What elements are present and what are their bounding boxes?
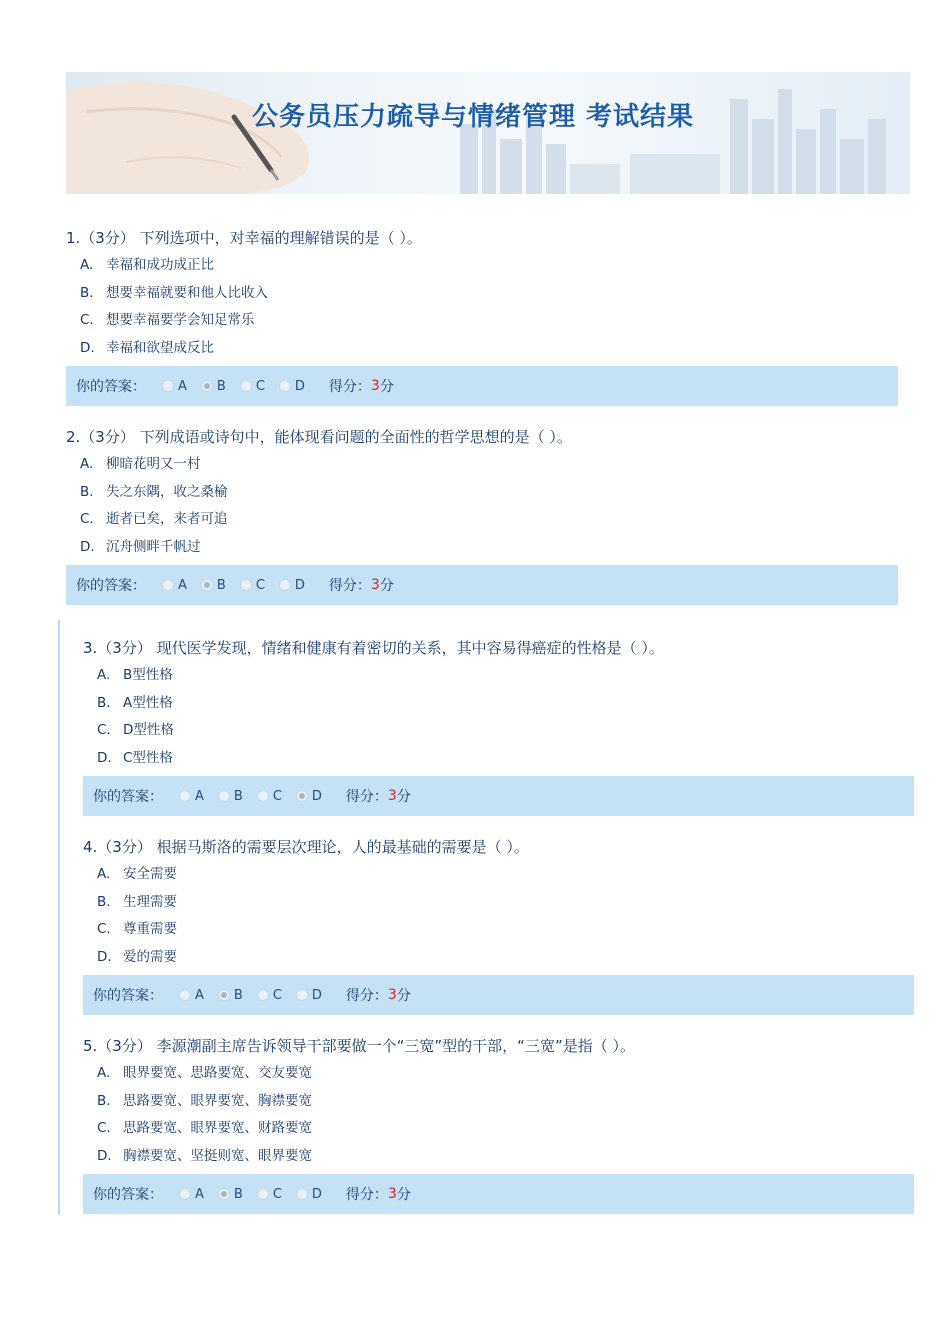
option-letter: B. <box>97 1092 111 1109</box>
radio-unchecked-icon[interactable] <box>296 1188 308 1200</box>
option-letter: C. <box>97 1120 111 1136</box>
score-label: 得分： <box>328 578 371 594</box>
question-title: 2.（3分） 下列成语或诗句中，能体现看问题的全面性的哲学思想的是（ ）。 <box>66 428 572 446</box>
option-letter: D. <box>80 538 95 555</box>
answer-radio-c[interactable] <box>257 789 282 804</box>
radio-label: D <box>311 788 322 804</box>
radio-unchecked-icon[interactable] <box>240 579 252 591</box>
option-text: 思路要宽、眼界要宽、财路要宽 <box>123 1120 312 1136</box>
answer-label: 你的答案： <box>93 789 163 805</box>
radio-unchecked-icon[interactable] <box>257 790 269 802</box>
radio-label: A <box>195 1186 204 1202</box>
radio-label: B <box>233 1186 243 1202</box>
radio-label: B <box>216 577 226 593</box>
answer-label: 你的答案： <box>93 988 163 1004</box>
answer-radio-b[interactable] <box>218 1187 243 1202</box>
radio-label: D <box>294 577 305 593</box>
option-text: 沉舟侧畔千帆过 <box>106 538 201 555</box>
option-item <box>83 690 914 718</box>
score-label: 得分： <box>345 988 388 1004</box>
score-value: 3 <box>387 788 397 804</box>
question-block <box>83 833 914 1015</box>
score-unit: 分 <box>396 789 411 805</box>
option-letter: B. <box>97 694 111 711</box>
answer-radio-d[interactable] <box>296 1187 322 1202</box>
answer-bar <box>83 776 914 816</box>
answer-label: 你的答案： <box>76 578 146 594</box>
answer-radio-b[interactable] <box>218 789 243 804</box>
radio-label: B <box>216 378 226 394</box>
option-item <box>83 916 914 944</box>
answer-radio-c[interactable] <box>240 578 265 593</box>
radio-label: A <box>178 378 187 394</box>
option-text: C型性格 <box>123 749 173 766</box>
radio-checked-icon[interactable] <box>218 1188 230 1200</box>
radio-label: B <box>233 788 243 804</box>
answer-radio-b[interactable] <box>201 379 226 394</box>
radio-label: C <box>272 788 282 804</box>
option-item <box>66 307 898 335</box>
option-item <box>83 944 914 972</box>
score-value: 3 <box>370 577 380 593</box>
answer-label: 你的答案： <box>76 379 146 395</box>
option-item <box>83 662 914 690</box>
radio-unchecked-icon[interactable] <box>162 579 174 591</box>
header-banner <box>66 72 910 194</box>
option-letter: B. <box>80 483 94 500</box>
answer-radio-c[interactable] <box>257 1187 282 1202</box>
option-text: 幸福和成功成正比 <box>106 257 214 273</box>
section-divider <box>58 620 60 1215</box>
question-block <box>83 1032 914 1214</box>
option-letter: D. <box>97 948 112 965</box>
radio-checked-icon[interactable] <box>201 579 213 591</box>
score-label: 得分： <box>345 789 388 805</box>
question-block <box>66 224 898 406</box>
option-text: 思路要宽、眼界要宽、胸襟要宽 <box>123 1092 312 1109</box>
score-unit: 分 <box>396 1187 411 1203</box>
question-title: 4.（3分） 根据马斯洛的需要层次理论，人的最基础的需要是（ ）。 <box>83 838 529 856</box>
option-item <box>83 1060 914 1088</box>
option-text: 尊重需要 <box>123 921 177 937</box>
option-item <box>83 1088 914 1116</box>
option-item <box>83 717 914 745</box>
option-letter: C. <box>97 722 111 738</box>
option-item <box>66 451 898 479</box>
question-block <box>83 634 914 816</box>
option-text: 爱的需要 <box>123 948 177 965</box>
answer-radio-d[interactable] <box>279 578 305 593</box>
answer-radio-b[interactable] <box>218 988 243 1003</box>
option-text: A型性格 <box>123 694 173 711</box>
radio-unchecked-icon[interactable] <box>279 380 291 392</box>
radio-unchecked-icon[interactable] <box>279 579 291 591</box>
question-block <box>66 423 898 605</box>
radio-label: D <box>311 987 322 1003</box>
answer-radio-a[interactable] <box>179 1187 204 1202</box>
score-value: 3 <box>370 378 380 394</box>
answer-radio-c[interactable] <box>240 379 265 394</box>
radio-label: A <box>195 788 204 804</box>
answer-bar <box>66 565 898 605</box>
option-item <box>66 335 898 363</box>
answer-radio-c[interactable] <box>257 988 282 1003</box>
radio-unchecked-icon[interactable] <box>179 790 191 802</box>
option-item <box>66 252 898 280</box>
option-letter: A. <box>80 456 94 472</box>
score-unit: 分 <box>379 578 394 594</box>
radio-checked-icon[interactable] <box>201 380 213 392</box>
score-value: 3 <box>387 1186 397 1202</box>
answer-bar <box>66 366 898 406</box>
answer-radio-b[interactable] <box>201 578 226 593</box>
radio-unchecked-icon[interactable] <box>162 380 174 392</box>
option-text: 想要幸福就要和他人比收入 <box>106 284 268 301</box>
question-title: 3.（3分） 现代医学发现，情绪和健康有着密切的关系，其中容易得癌症的性格是（ ）。 <box>83 639 664 657</box>
radio-checked-icon[interactable] <box>296 790 308 802</box>
page-title: 公务员压力疏导与情绪管理 考试结果 <box>252 102 695 132</box>
option-text: B型性格 <box>123 667 173 683</box>
answer-radio-a[interactable] <box>162 379 187 394</box>
answer-radio-d[interactable] <box>296 988 322 1003</box>
radio-unchecked-icon[interactable] <box>296 989 308 1001</box>
option-item <box>83 1143 914 1171</box>
radio-label: D <box>294 378 305 394</box>
radio-label: D <box>311 1186 322 1202</box>
radio-unchecked-icon[interactable] <box>257 1188 269 1200</box>
option-text: 安全需要 <box>123 866 177 882</box>
option-text: 眼界要宽、思路要宽、交友要宽 <box>123 1065 312 1081</box>
option-text: 胸襟要宽、坚挺则宽、眼界要宽 <box>123 1147 312 1164</box>
radio-unchecked-icon[interactable] <box>257 989 269 1001</box>
hand-writing-image <box>66 72 336 194</box>
radio-label: C <box>255 577 265 593</box>
option-text: 想要幸福要学会知足常乐 <box>106 312 255 328</box>
option-letter: A. <box>97 667 111 683</box>
radio-unchecked-icon[interactable] <box>240 380 252 392</box>
radio-unchecked-icon[interactable] <box>218 790 230 802</box>
option-text: 逝者已矣，来者可追 <box>106 511 228 527</box>
option-text: 生理需要 <box>123 893 177 910</box>
answer-bar <box>83 975 914 1015</box>
option-text: 柳暗花明又一村 <box>106 456 201 472</box>
option-item <box>66 506 898 534</box>
radio-label: A <box>178 577 187 593</box>
option-text: D型性格 <box>123 722 174 738</box>
option-item <box>66 479 898 507</box>
option-text: 幸福和欲望成反比 <box>106 339 214 356</box>
radio-checked-icon[interactable] <box>218 989 230 1001</box>
option-letter: D. <box>80 339 95 356</box>
question-title: 1.（3分） 下列选项中，对幸福的理解错误的是（ ）。 <box>66 229 422 247</box>
radio-label: C <box>272 987 282 1003</box>
answer-radio-d[interactable] <box>296 789 322 804</box>
option-item <box>83 889 914 917</box>
option-letter: A. <box>80 257 94 273</box>
radio-unchecked-icon[interactable] <box>179 1188 191 1200</box>
option-letter: C. <box>80 312 94 328</box>
option-item <box>66 534 898 562</box>
answer-radio-a[interactable] <box>162 578 187 593</box>
radio-unchecked-icon[interactable] <box>179 989 191 1001</box>
option-letter: A. <box>97 866 111 882</box>
score-unit: 分 <box>396 988 411 1004</box>
score-unit: 分 <box>379 379 394 395</box>
answer-radio-a[interactable] <box>179 988 204 1003</box>
option-letter: C. <box>80 511 94 527</box>
option-letter: D. <box>97 749 112 766</box>
option-letter: D. <box>97 1147 112 1164</box>
answer-radio-d[interactable] <box>279 379 305 394</box>
score-label: 得分： <box>328 379 371 395</box>
option-letter: A. <box>97 1065 111 1081</box>
question-title: 5.（3分） 李源潮副主席告诉领导干部要做一个“三宽”型的干部，“三宽”是指（ ）。 <box>83 1037 635 1055</box>
option-item <box>83 1115 914 1143</box>
radio-label: C <box>255 378 265 394</box>
option-item <box>83 861 914 889</box>
option-letter: C. <box>97 921 111 937</box>
radio-label: A <box>195 987 204 1003</box>
option-text: 失之东隅，收之桑榆 <box>106 483 228 500</box>
answer-radio-a[interactable] <box>179 789 204 804</box>
radio-label: B <box>233 987 243 1003</box>
option-letter: B. <box>80 284 94 301</box>
option-item <box>83 745 914 773</box>
radio-label: C <box>272 1186 282 1202</box>
option-letter: B. <box>97 893 111 910</box>
answer-bar <box>83 1174 914 1214</box>
option-item <box>66 280 898 308</box>
score-label: 得分： <box>345 1187 388 1203</box>
score-value: 3 <box>387 987 397 1003</box>
answer-label: 你的答案： <box>93 1187 163 1203</box>
